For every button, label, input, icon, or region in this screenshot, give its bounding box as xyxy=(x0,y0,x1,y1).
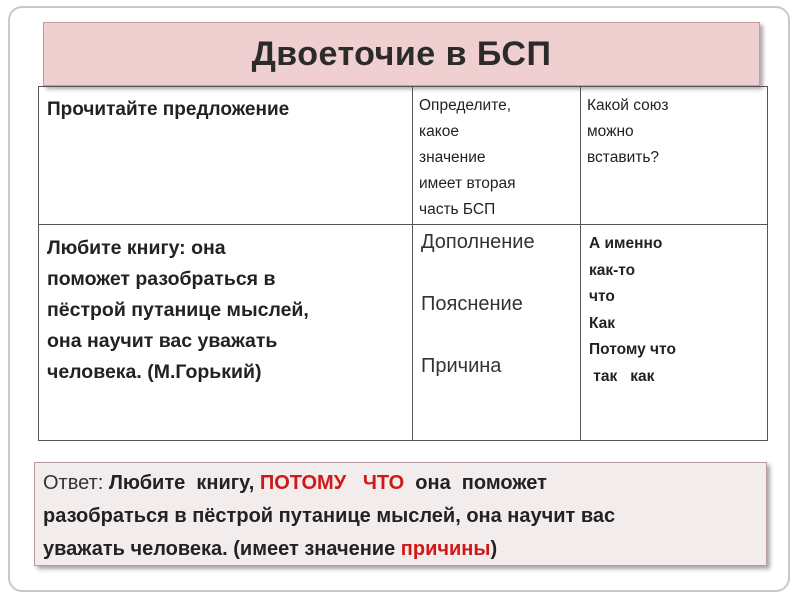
answer-line-3 xyxy=(43,533,758,566)
answer-box xyxy=(34,462,767,566)
header-line: какое xyxy=(419,123,459,140)
sentence-line: Любите книгу: она xyxy=(47,237,226,259)
union-option: так как xyxy=(589,367,655,385)
sentence-line: человека. (М.Горький) xyxy=(47,361,262,383)
answer-label: Ответ: xyxy=(43,472,104,494)
answer-text: Любите книгу, xyxy=(103,472,260,494)
title-banner xyxy=(43,22,760,86)
answer-line-2: разобраться в пёстрой путанице мыслей, она научит вас xyxy=(43,505,616,527)
union-option: Как xyxy=(589,314,616,332)
task-table xyxy=(38,86,768,441)
meanings-cell xyxy=(413,225,581,441)
page-title: Двоеточие в БСП xyxy=(251,34,552,73)
meaning-option: Дополнение xyxy=(421,231,535,253)
header-line: вставить? xyxy=(587,149,660,166)
sentence-line: поможет разобраться в xyxy=(47,268,276,290)
answer-text: ) xyxy=(490,538,498,560)
union-option: Потому что xyxy=(589,341,676,358)
header-line: Какой союз xyxy=(587,97,669,114)
header-line: Определите, xyxy=(419,97,512,114)
header-line: часть БСП xyxy=(419,201,496,218)
sentence-line: пёстрой путанице мыслей, xyxy=(47,299,309,321)
answer-line-1 xyxy=(43,467,758,500)
meaning-option: Причина xyxy=(421,355,502,377)
header-read-sentence: Прочитайте предложение xyxy=(39,87,413,225)
meaning-option: Пояснение xyxy=(421,293,523,315)
header-which-union xyxy=(581,87,768,225)
unions-cell xyxy=(581,225,768,441)
sentence-line: она научит вас уважать xyxy=(47,330,278,352)
table-content-row xyxy=(39,225,768,441)
answer-text: уважать человека. (имеет значение xyxy=(43,538,401,560)
union-option: что xyxy=(589,288,615,305)
header-line: можно xyxy=(587,123,634,140)
answer-union-highlight: ПОТОМУ ЧТО xyxy=(259,472,405,494)
header-line: имеет вторая xyxy=(419,175,516,192)
answer-text: она поможет xyxy=(404,472,547,494)
header-line: значение xyxy=(419,149,486,166)
table-header-row xyxy=(39,87,768,225)
union-option: как-то xyxy=(589,261,636,279)
answer-meaning-highlight: причины xyxy=(400,538,491,560)
union-option: А именно xyxy=(589,235,663,252)
sentence-cell xyxy=(39,225,413,441)
header-define-meaning xyxy=(413,87,581,225)
